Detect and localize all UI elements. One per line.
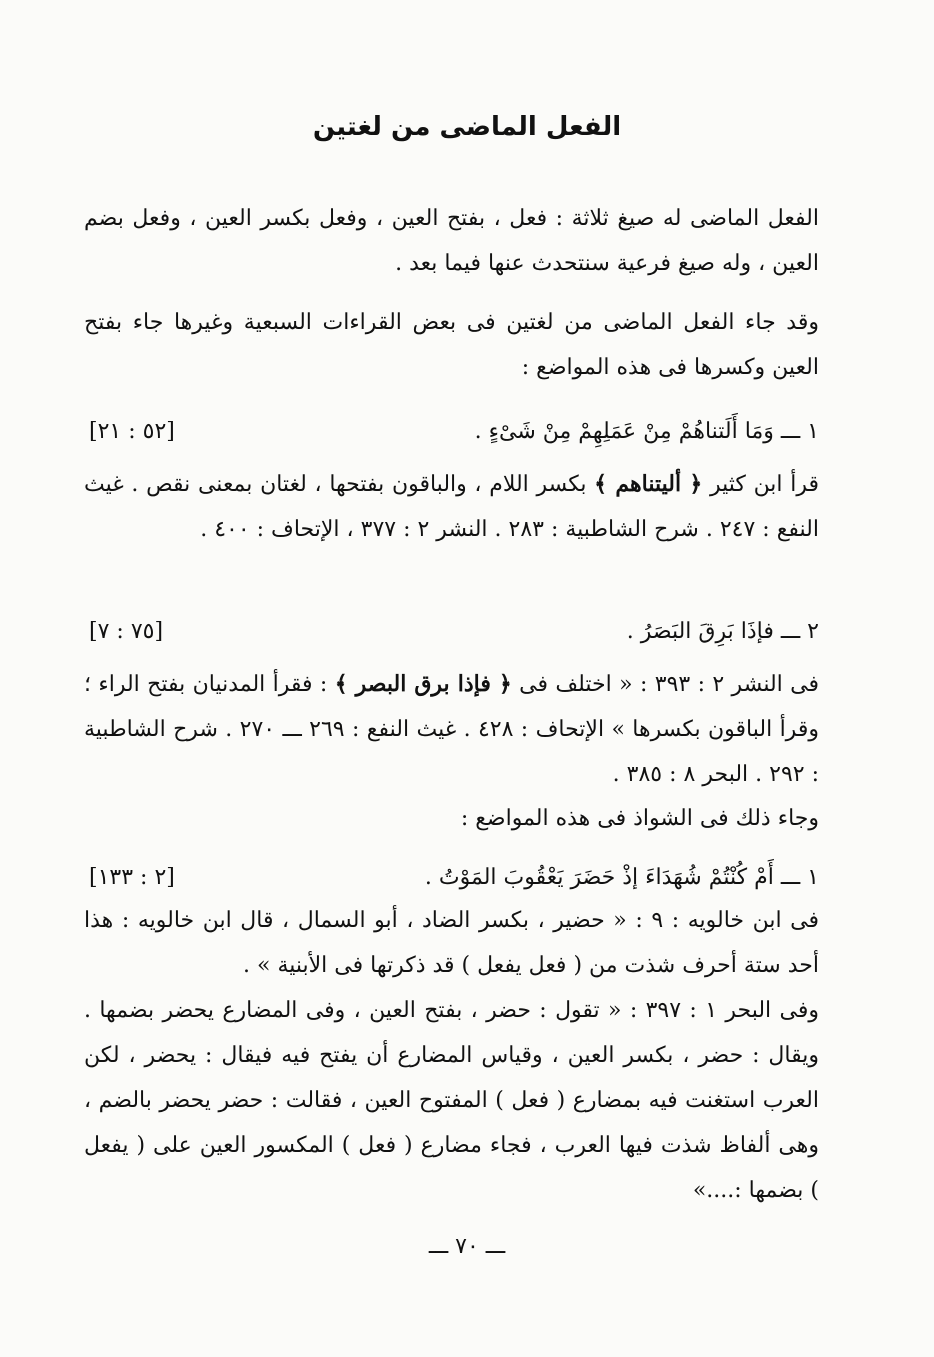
- note-3-part-2: وفى البحر ١ : ٣٩٧ : « تقول : حضر ، بفتح العين ، وفى المضارع يحضر بضمها . ويقال : حضر ، بكسر العين ، وقياس المضارع أن يفتح فيه فيقال : يحضر ، لكن العرب استغنت فيه بمضارع ( فعل ) المفتوح العين ، فقالت : حضر يحضر بالضم ، وهى ألفاظ شذت فيها العرب ، فجاء مضارع ( فعل ) المكسور العين على ( يفعل ) بضمها :....»: [84, 998, 819, 1203]
- verse-1: [89, 412, 819, 452]
- note-3-part-1: فى ابن خالويه : ٩ : « حضير ، بكسر الضاد ، أبو السمال ، قال ابن خالويه : هذا أحد ستة أحرف شذت من ( فعل يفعل ) قد ذكرتها فى الأبنية » .: [84, 908, 820, 978]
- verse-2: [89, 612, 819, 652]
- note-1: [84, 462, 819, 552]
- page-title: الفعل الماضى من لغتين: [312, 112, 622, 142]
- verse-1-reference: [٥٢ : ٢١]: [89, 419, 175, 444]
- note-2-quoted-word: ﴿ فإذا برق البصر ﴾: [334, 671, 512, 697]
- note-2-prefix: فى النشر ٢ : ٣٩٣ : « اختلف فى: [519, 672, 819, 697]
- verse-1-text: ١ ـــ وَمَا أَلَتناهُمْ مِنْ عَمَلِهِمْ مِنْ شَىْءٍ .: [474, 419, 819, 444]
- note-2: [84, 662, 819, 797]
- verse-3-reference: [٢ : ١٣٣]: [89, 865, 175, 890]
- verse-3: [89, 858, 819, 898]
- verse-3-text: ١ ـــ أَمْ كُنْتُمْ شُهَدَاءَ إذْ حَضَرَ يَعْقُوبَ المَوْتُ .: [424, 865, 819, 890]
- verse-2-text: ٢ ـــ فإذَا بَرِقَ البَصَرُ .: [626, 619, 819, 644]
- shawadh-intro: وجاء ذلك فى الشواذ فى هذه المواضع :: [460, 806, 819, 831]
- page-number: ـــ ٧٠ ـــ: [428, 1234, 506, 1259]
- note-1-rest: بكسر اللام ، والباقون بفتحها ، لغتان بمعنى نقص . غيث النفع : ٢٤٧ . شرح الشاطبية : ٢٨٣ . النشر ٢ : ٣٧٧ ، الإتحاف : ٤٠٠ .: [84, 472, 819, 542]
- verse-2-reference: [٧٥ : ٧]: [89, 619, 164, 644]
- note-1-quoted-word: ﴿ أليتناهم ﴾: [594, 471, 703, 497]
- intro-paragraph-1: الفعل الماضى له صيغ ثلاثة : فعل ، بفتح العين ، وفعل بكسر العين ، وفعل بضم العين ، وله صيغ فرعية سنتحدث عنها فيما بعد .: [84, 206, 819, 276]
- note-1-prefix: قرأ ابن كثير: [710, 472, 819, 497]
- intro-paragraph-2: وقد جاء الفعل الماضى من لغتين فى بعض القراءات السبعية وغيرها جاء بفتح العين وكسرها فى هذه المواضع :: [84, 310, 819, 380]
- note-2-rest: : فقرأ المدنيان بفتح الراء ؛ وقرأ الباقون بكسرها » الإتحاف : ٤٢٨ . غيث النفع : ٢٦٩ ـــ ٢٧٠ . شرح الشاطبية : ٢٩٢ . البحر ٨ : ٣٨٥ .: [84, 672, 819, 787]
